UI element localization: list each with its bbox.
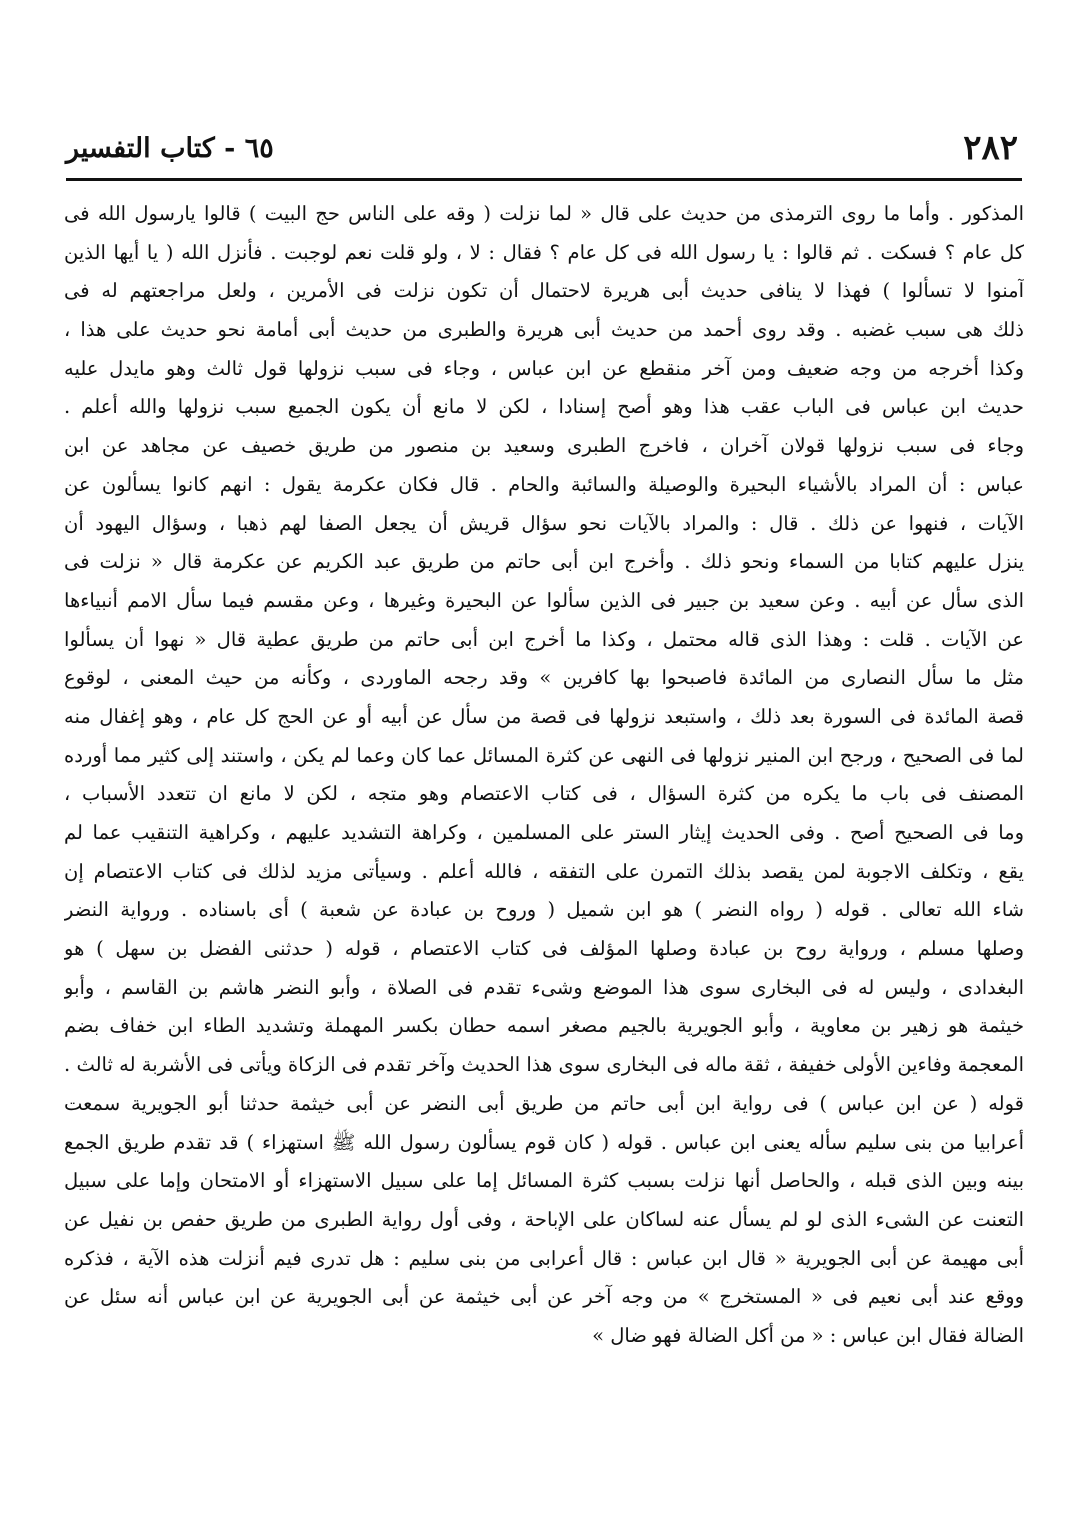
text-line: ووقع عند أبى نعيم فى « المستخرج » من وجه آخر عن أبى خيثمة عن أبى الجويرية عن ابن عباس أنه سئل عن — [64, 1285, 1024, 1309]
text-line: بينه وبين الذى قبله ، والحاصل أنها نزلت بسبب كثرة المسائل إما على سبيل الاستهزاء أو الامتحان وإما على سبيل — [64, 1169, 1024, 1193]
text-line: وجاء فى سبب نزولها قولان آخران ، فاخرج الطبرى وسعيد بن منصور من طريق خصيف عن مجاهد عن ابن — [64, 434, 1024, 458]
text-line: المصنف فى باب ما يكره من كثرة السؤال ، فى كتاب الاعتصام وهو متجه ، لكن لا مانع ان تتعدد الأسباب ، — [64, 782, 1024, 806]
text-line: خيثمة هو زهير بن معاوية ، وأبو الجويرية بالجيم مصغر اسمه حطان بكسر المهملة وتشديد الطاء ابن خفاف بضم — [64, 1014, 1024, 1038]
body-text — [64, 195, 1024, 1356]
text-line: كل عام ؟ فسكت . ثم قالوا : يا رسول الله فى كل عام ؟ فقال : لا ، ولو قلت نعم لوجبت . فأنزل الله ( يا أيها الذين — [64, 240, 1024, 264]
page-number: ٢٨٢ — [963, 128, 1018, 168]
page-header — [66, 122, 1018, 174]
text-line: لما فى الصحيح ، ورجح ابن المنير نزولها فى النهى عن كثرة المسائل عما كان وعما لم يكن ، واستند إلى كثير مما أورده — [64, 743, 1024, 767]
book-title: ٦٥ - كتاب التفسير — [66, 133, 274, 164]
text-line: عن الآيات . قلت : وهذا الذى قاله محتمل ، وكذا ما أخرج ابن أبى حاتم من طريق عطية قال « نهوا أن يسألوا — [64, 627, 1024, 651]
text-line: أبى مهيمة عن أبى الجويرية « قال ابن عباس : قال أعرابى من بنى سليم : هل تدرى فيم أنزلت هذه الآية ، فذكره — [64, 1246, 1024, 1270]
text-line: أعرابيا من بنى سليم سأله يعنى ابن عباس . قوله ( كان قوم يسألون رسول الله ﷺ استهزاء ) قد تقدم طريق الجمع — [64, 1130, 1024, 1154]
text-line: قوله ( عن ابن عباس ) فى رواية ابن أبى حاتم من طريق أبى النضر عن أبى خيثمة حدثنا أبو الجويرية سمعت — [64, 1091, 1024, 1115]
text-line: البغدادى ، وليس له فى البخارى سوى هذا الموضع وشىء تقدم فى الصلاة ، وأبو النضر هاشم بن القاسم ، وأبو — [64, 975, 1024, 999]
text-line: ينزل عليهم كتابا من السماء ونحو ذلك . وأخرج ابن أبى حاتم من طريق عبد الكريم عن عكرمة قال « نزلت فى — [64, 550, 1024, 574]
header-rule — [66, 178, 1022, 181]
text-line: وصلها مسلم ، ورواية روح بن عبادة وصلها المؤلف فى كتاب الاعتصام ، قوله ( حدثنى الفضل بن سهل ) هو — [64, 937, 1024, 961]
text-line: عباس : أن المراد بالأشياء البحيرة والوصيلة والسائبة والحام . قال فكان عكرمة يقول : انهم كانوا يسألون عن — [64, 472, 1024, 496]
text-line: حديث ابن عباس فى الباب عقب هذا وهو أصح إسنادا ، لكن لا مانع أن يكون الجميع سبب نزولها والله أعلم . — [64, 395, 1024, 419]
text-line: وما فى الصحيح أصح . وفى الحديث إيثار الستر على المسلمين ، وكراهة التشديد عليهم ، وكراهية التنقيب عما لم — [64, 821, 1024, 844]
text-line: مثل ما سأل النصارى من المائدة فاصبحوا بها كافرين » وقد رجحه الماوردى ، وكأنه من حيث المعنى ، لوقوع — [64, 666, 1024, 690]
text-line: الذى سأل عن أبيه . وعن سعيد بن جبير فى الذين سألوا عن البحيرة وغيرها ، وعن مقسم فيما سأل الامم أنبياءها — [64, 588, 1024, 612]
text-line: يقع ، وتكلف الاجوبة لمن يقصد بذلك التمرن على التفقه ، فالله أعلم . وسيأتى مزيد لذلك فى كتاب الاعتصام إن — [64, 859, 1024, 883]
text-line: التعنت عن الشىء الذى لو لم يسأل عنه لساكان على الإباحة ، وفى أول رواية الطبرى من طريق حفص بن نفيل عن — [64, 1207, 1024, 1231]
text-line: ذلك هى سبب غضبه . وقد روى أحمد من حديث أبى هريرة والطبرى من حديث أبى أمامة نحو حديث على هذا ، — [64, 318, 1024, 342]
text-line: وكذا أخرجه من وجه ضعيف ومن آخر منقطع عن ابن عباس ، وجاء فى سبب نزولها قول ثالث وهو مايدل عليه — [64, 356, 1024, 380]
text-line: قصة المائدة فى السورة بعد ذلك ، واستبعد نزولها فى قصة من سأل عن أبيه أو عن الحج كل عام ، وهو إغفال منه — [64, 704, 1024, 728]
text-line: المذكور . وأما ما روى الترمذى من حديث على قال « لما نزلت ( وقه على الناس حج البيت ) قالوا يارسول الله فى — [64, 202, 1024, 225]
text-line: الضالة فقال ابن عباس : « من أكل الضالة فهو ضال » — [592, 1323, 1024, 1347]
text-line: شاء الله تعالى . قوله ( رواه النضر ) هو ابن شميل ( وروح بن عبادة عن شعبة ) أى باسناده . ورواية النضر — [64, 898, 1024, 922]
text-line: آمنوا لا تسألوا ) فهذا لا ينافى حديث أبى هريرة لاحتمال أن تكون نزلت فى الأمرين ، ولعل مراجعتهم له فى — [64, 279, 1024, 303]
text-line: الآيات ، فنهوا عن ذلك . قال : والمراد بالآيات نحو سؤال قريش أن يجعل الصفا لهم ذهبا ، وسؤال اليهود أن — [64, 511, 1024, 535]
text-line: المعجمة وفاءين الأولى خفيفة ، ثقة ماله فى البخارى سوى هذا الحديث وآخر تقدم فى الزكاة ويأتى فى الأشربة له ثالث . — [64, 1053, 1024, 1077]
